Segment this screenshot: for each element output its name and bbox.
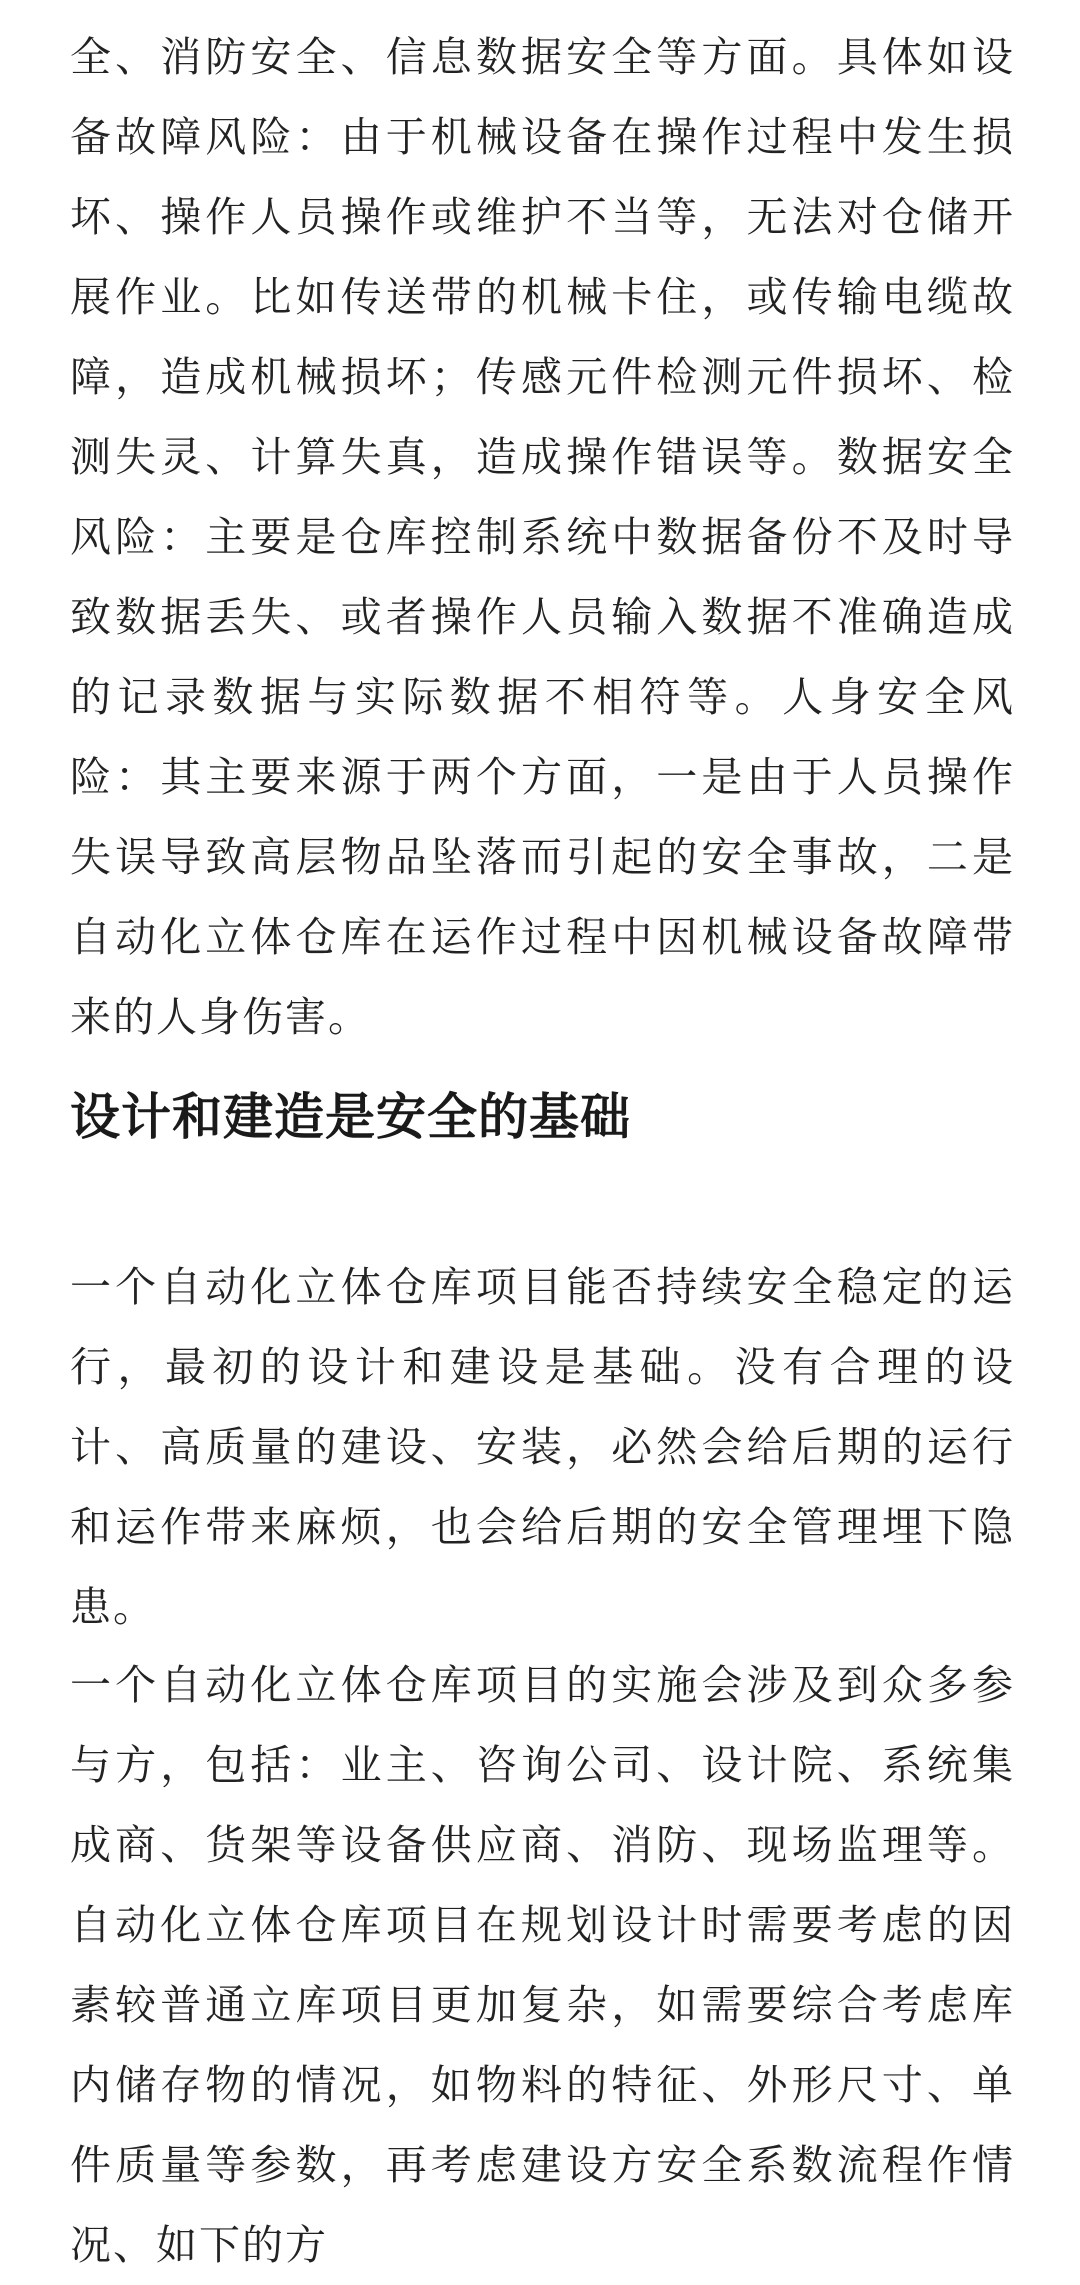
section-heading-design-foundation: 设计和建造是安全的基础: [70, 1088, 631, 1146]
article-paragraph-risk-types: 全、消防安全、信息数据安全等方面。具体如设备故障风险：由于机械设备在操作过程中发生损坏、操作人员操作或维护不当等，无法对仓储开展作业。比如传送带的机械卡住，或传输电缆故障，造成机械损坏；传感元件检测元件损坏、检测失灵、计算失真，造成操作错误等。数据安全风险：主要是仓库控制系统中数据备份不及时导致数据丢失、或者操作人员输入数据不准确造成的记录数据与实际数据不相符等。人身安全风险：其主要来源于两个方面，一是由于人员操作失误导致高层物品坠落而引起的安全事故，二是自动化立体仓库在运作过程中因机械设备故障带来的人身伤害。: [70, 33, 1015, 1041]
article-paragraph-stakeholders: 一个自动化立体仓库项目的实施会涉及到众多参与方，包括：业主、咨询公司、设计院、系统集成商、货架等设备供应商、消防、现场监理等。自动化立体仓库项目在规划设计时需要考虑的因素较普通立库项目更加复杂，如需要综合考虑库内储存物的情况，如物料的特征、外形尺寸、单件质量等参数，再考虑建设方安全系数流程作情况、如下的方: [70, 1661, 1015, 2269]
article-paragraph-design-basis: 一个自动化立体仓库项目能否持续安全稳定的运行，最初的设计和建设是基础。没有合理的设计、高质量的建设、安装，必然会给后期的运行和运作带来麻烦，也会给后期的安全管理埋下隐患。: [70, 1263, 1015, 1631]
